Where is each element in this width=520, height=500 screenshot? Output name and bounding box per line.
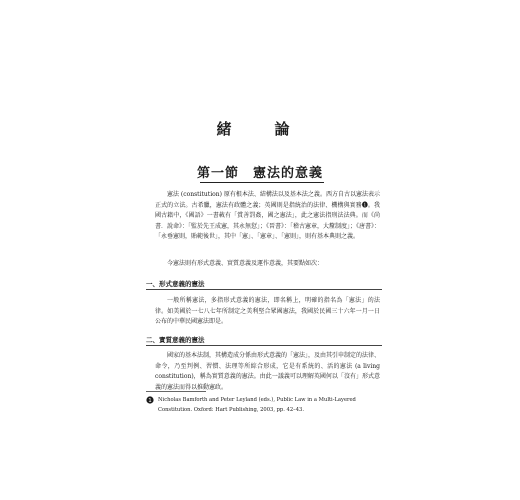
section-title-underline — [200, 182, 324, 183]
footnote-rule — [146, 391, 206, 392]
page-title: 緒 論 — [216, 120, 304, 138]
svg-text:1: 1 — [148, 397, 152, 404]
heading-substantive-constitution: 二、實質意義的憲法 — [146, 336, 205, 344]
heading-rule — [146, 289, 382, 290]
preface-paragraph: 今憲法則有形式意義、實質意義及運作意義，其要點如次： — [167, 260, 324, 267]
heading-formal-constitution: 一、形式意義的憲法 — [146, 280, 205, 288]
footnote-text: Nicholas Bamforth and Peter Leyland (eds.), Public Law in a Multi-Layered Constitution. Oxford: Hart Publishing, 2003, pp. 42–43. — [158, 397, 356, 413]
intro-paragraph: 憲法 (constitution) 原有根本法、結構法以及基本法之義。西方自古以憲法表示正式的立法。古希臘，憲法有政體之義；英國則是指統治的法律、機構與實務❶。我國古籍中，《國語》一書載有「賞善罰姦，國之憲法」，此之憲法指刑法法典。而《尚書．說命》：「監於先王成憲，其永無愆」；《晉書》：「稽古憲章，大釐制度」；《唐書》：「永垂憲則，貽範後世」，其中「憲」、「憲章」、「憲則」，則有基本典則之義。 — [155, 191, 381, 240]
formal-constitution-paragraph: 一般所稱憲法，多指形式意義的憲法，即名稱上，明確的指名為「憲法」的法律。如美國於一七八七年所制定之美利堅合眾國憲法，我國於民國三十六年一月一日公布的中華民國憲法即是。 — [155, 297, 380, 325]
substantive-constitution-paragraph: 國家的基本法制，其構造成分係由形式意義的「憲法」，及由其引申制定的法律、命令，乃至判例、習慣、法理等所綜合形成，它是有系統的、活的憲法 (a living constitution)，稱為實質意義的憲法。由此一議義可以理解英國何以「沒有」形式意義的憲法而得以推動憲政。 — [155, 352, 381, 391]
heading-rule — [146, 345, 382, 346]
footnote-marker-icon — [146, 396, 154, 404]
section-title: 第一節 憲法的意義 — [196, 166, 323, 181]
